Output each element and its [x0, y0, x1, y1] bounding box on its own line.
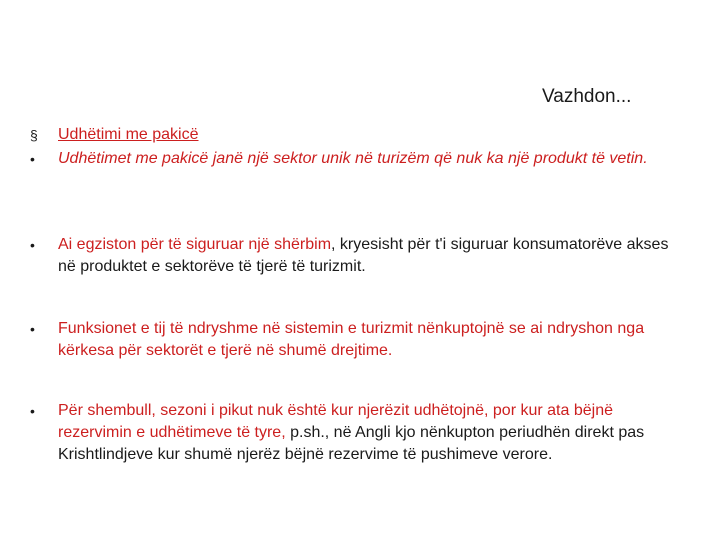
list-item [30, 234, 688, 278]
list-item-text: Udhëtimet me pakicë janë një sektor unik në turizëm që nuk ka një produkt të vetin. [58, 150, 648, 167]
list-item-text [58, 400, 688, 466]
section-bullet: § [30, 127, 38, 143]
plain-text: , kryesisht për t'i siguruar konsumatorëve akses në produktet e sektorëve të tjerë të turizmit. [58, 236, 669, 275]
list-item [30, 400, 688, 466]
highlighted-text: Ai egziston për të siguruar një shërbim [58, 236, 332, 253]
highlighted-text: Për shembull, sezoni i pikut nuk është kur njerëzit udhëtojnë, por kur ata bëjnë rezervimin e udhëtimeve të tyre, [58, 402, 613, 441]
bullet: • [30, 403, 35, 419]
list-item [30, 318, 688, 362]
slide-title: Vazhdon... [542, 86, 632, 107]
list-item-text: Udhëtimi me pakicë [58, 126, 199, 143]
bullet: • [30, 151, 35, 167]
list-item [30, 124, 688, 146]
bullet: • [30, 237, 35, 253]
list-item-text [58, 234, 688, 278]
plain-text: p.sh., në Angli kjo nënkupton periudhën direkt pas Krishtlindjeve kur shumë njerëz bëjnë rezervime të pushimeve verore. [58, 424, 645, 463]
list-item-text: Funksionet e tij të ndryshme në sistemin e turizmit nënkuptojnë se ai ndryshon nga kërkesa për sektorët e tjerë në shumë drejtime. [58, 320, 645, 359]
bullet: • [30, 321, 35, 337]
list-item [30, 148, 688, 170]
